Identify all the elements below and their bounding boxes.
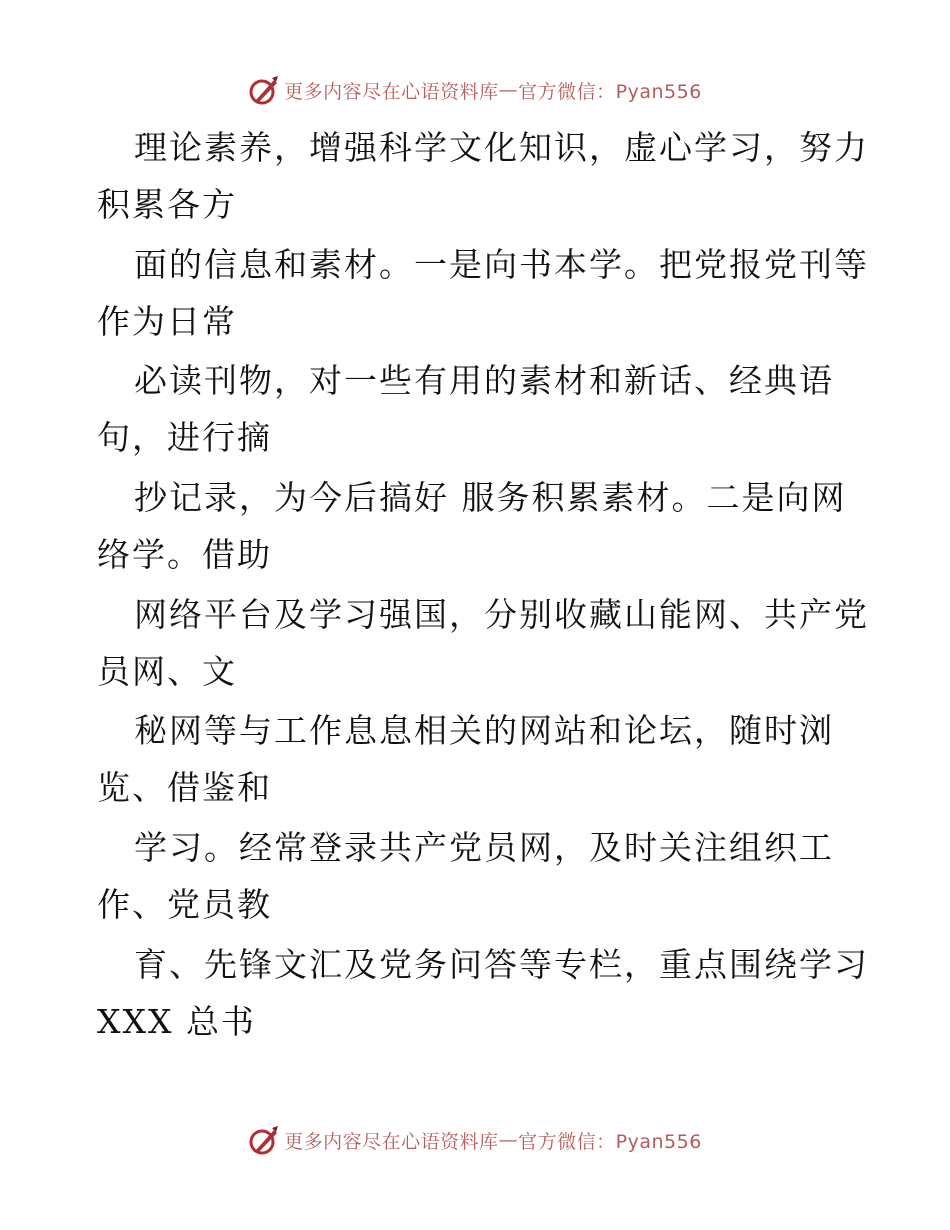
body-line: 学习。经常登录共产党员网，及时关注组织工 xyxy=(134,828,834,867)
body-line: 作、党员教 xyxy=(97,885,272,924)
body-line: 览、借鉴和 xyxy=(97,768,272,807)
body-line: 积累各方 xyxy=(97,185,237,224)
body-line: 秘网等与工作息息相关的网站和论坛，随时浏 xyxy=(134,711,834,750)
header-banner xyxy=(0,70,950,110)
body-line: 员网、文 xyxy=(97,652,237,691)
footer-wechat: 官方微信：Pyan556 xyxy=(518,1130,702,1153)
footer-brand: 更多内容尽在心语资料库 xyxy=(284,1130,499,1153)
body-line: 网络平台及学习强国，分别收藏山能网、共产党 xyxy=(134,595,869,634)
header-dash: — xyxy=(498,79,519,101)
quill-pen-logo-icon xyxy=(248,1124,280,1156)
body-line: 面的信息和素材。一是向书本学。把党报党刊等 xyxy=(134,245,869,284)
body-line: 络学。借助 xyxy=(97,535,272,574)
body-line: 抄记录，为今后搞好 服务积累素材。二是向网 xyxy=(134,478,847,517)
body-line: 育、先锋文汇及党务问答等专栏，重点围绕学习 xyxy=(134,945,869,984)
body-line: 必读刊物，对一些有用的素材和新话、经典语 xyxy=(134,361,834,400)
body-line: 作为日常 xyxy=(97,302,237,341)
footer-banner xyxy=(0,1120,950,1160)
body-line: 理论素养，增强科学文化知识，虚心学习，努力 xyxy=(134,128,869,167)
header-brand: 更多内容尽在心语资料库 xyxy=(284,80,499,103)
body-line: 句，进行摘 xyxy=(97,418,272,457)
body-line: XXX 总书 xyxy=(97,1002,256,1041)
quill-pen-logo-icon xyxy=(248,74,280,106)
footer-dash: — xyxy=(498,1129,519,1151)
header-wechat: 官方微信：Pyan556 xyxy=(518,80,702,103)
